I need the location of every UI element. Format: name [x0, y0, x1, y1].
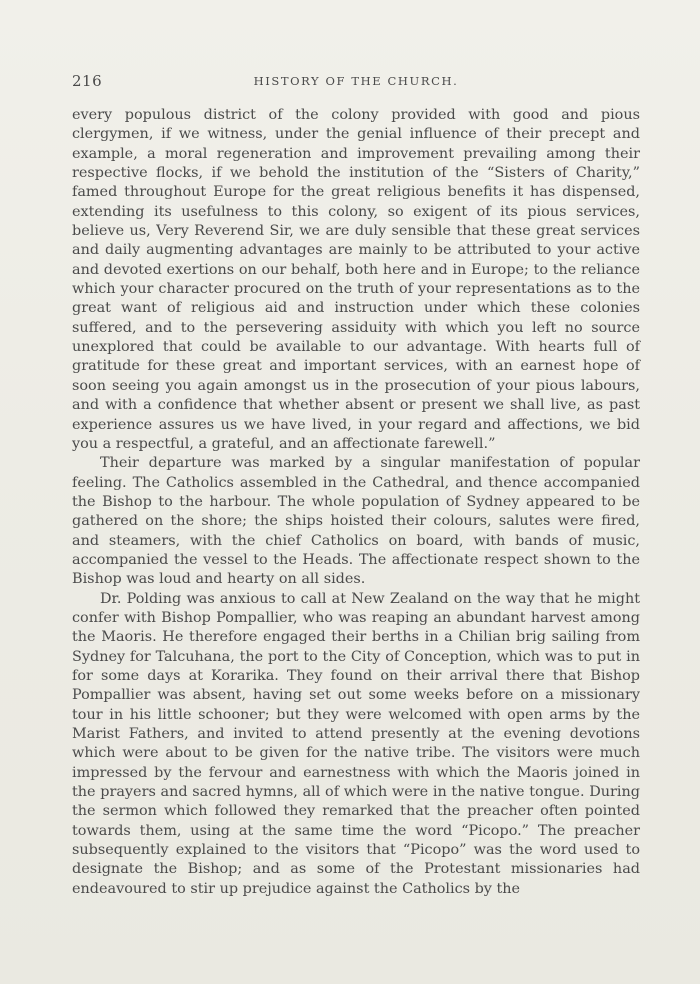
paragraph-address-continuation: every populous district of the colony provided with good and pious clergymen, if we witness, under the genial influence of their precept and example, a moral regeneration and improvement prevailing among their respective flocks, if we behold the institution of the “Sisters of Charity,” famed throughout Europe for the great religious benefits it has dispensed, extending its usefulness to this colony, so exigent of its pious services, believe us, Very Reverend Sir, we are duly sensible that these great services and daily augmenting advantages are mainly to be attributed to your active and devoted exertions on our behalf, both here and in Europe; to the reliance which your character procured on the truth of your representations as to the great want of religious aid and instruction under which these colonies suffered, and to the persevering assiduity with which you left no source unexplored that could be available to our advantage. With hearts full of gratitude for these great and important services, with an earnest hope of soon seeing you again amongst us in the prosecution of your pious labours, and with a confidence that whether absent or present we shall live, as past experience assures us we have lived, in your regard and affections, we bid you a respectful, a grateful, and an affectionate farewell.” [72, 107, 640, 452]
page-number: 216 [72, 72, 103, 90]
body-text [72, 106, 640, 899]
paragraph-departure: Their departure was marked by a singular manifestation of popular feeling. The Catholics assembled in the Cathedral, and thence accompanied the Bishop to the harbour. The whole population of Sydney appeared to be gathered on the shore; the ships hoisted their colours, salutes were fired, and steamers, with the chief Catholics on board, with bands of music, accompanied the vessel to the Heads. The affectionate respect shown to the Bishop was loud and hearty on all sides. [72, 455, 640, 588]
running-title: HISTORY OF THE CHURCH. [253, 74, 459, 88]
paragraph-new-zealand: Dr. Polding was anxious to call at New Zealand on the way that he might confer with Bishop Pompallier, who was reaping an abundant harvest among the Maoris. He therefore engaged their berths in a Chilian brig sailing from Sydney for Talcuhana, the port to the City of Conception, which was to put in for some days at Korarika. They found on their arrival there that Bishop Pompallier was absent, having set out some weeks before on a missionary tour in his little schooner; but they were welcomed with open arms by the Marist Fathers, and invited to attend presently at the evening devotions which were about to be given for the native tribe. The visitors were much impressed by the fervour and earnestness with which the Maoris joined in the prayers and sacred hymns, all of which were in the native tongue. During the sermon which followed they remarked that the preacher often pointed towards them, using at the same time the word “Picopo.” The preacher subsequently explained to the visitors that “Picopo” was the word used to designate the Bishop; and as some of the Protestant missionaries had endeavoured to stir up prejudice against the Catholics by the [72, 590, 640, 897]
page-header [72, 72, 640, 92]
